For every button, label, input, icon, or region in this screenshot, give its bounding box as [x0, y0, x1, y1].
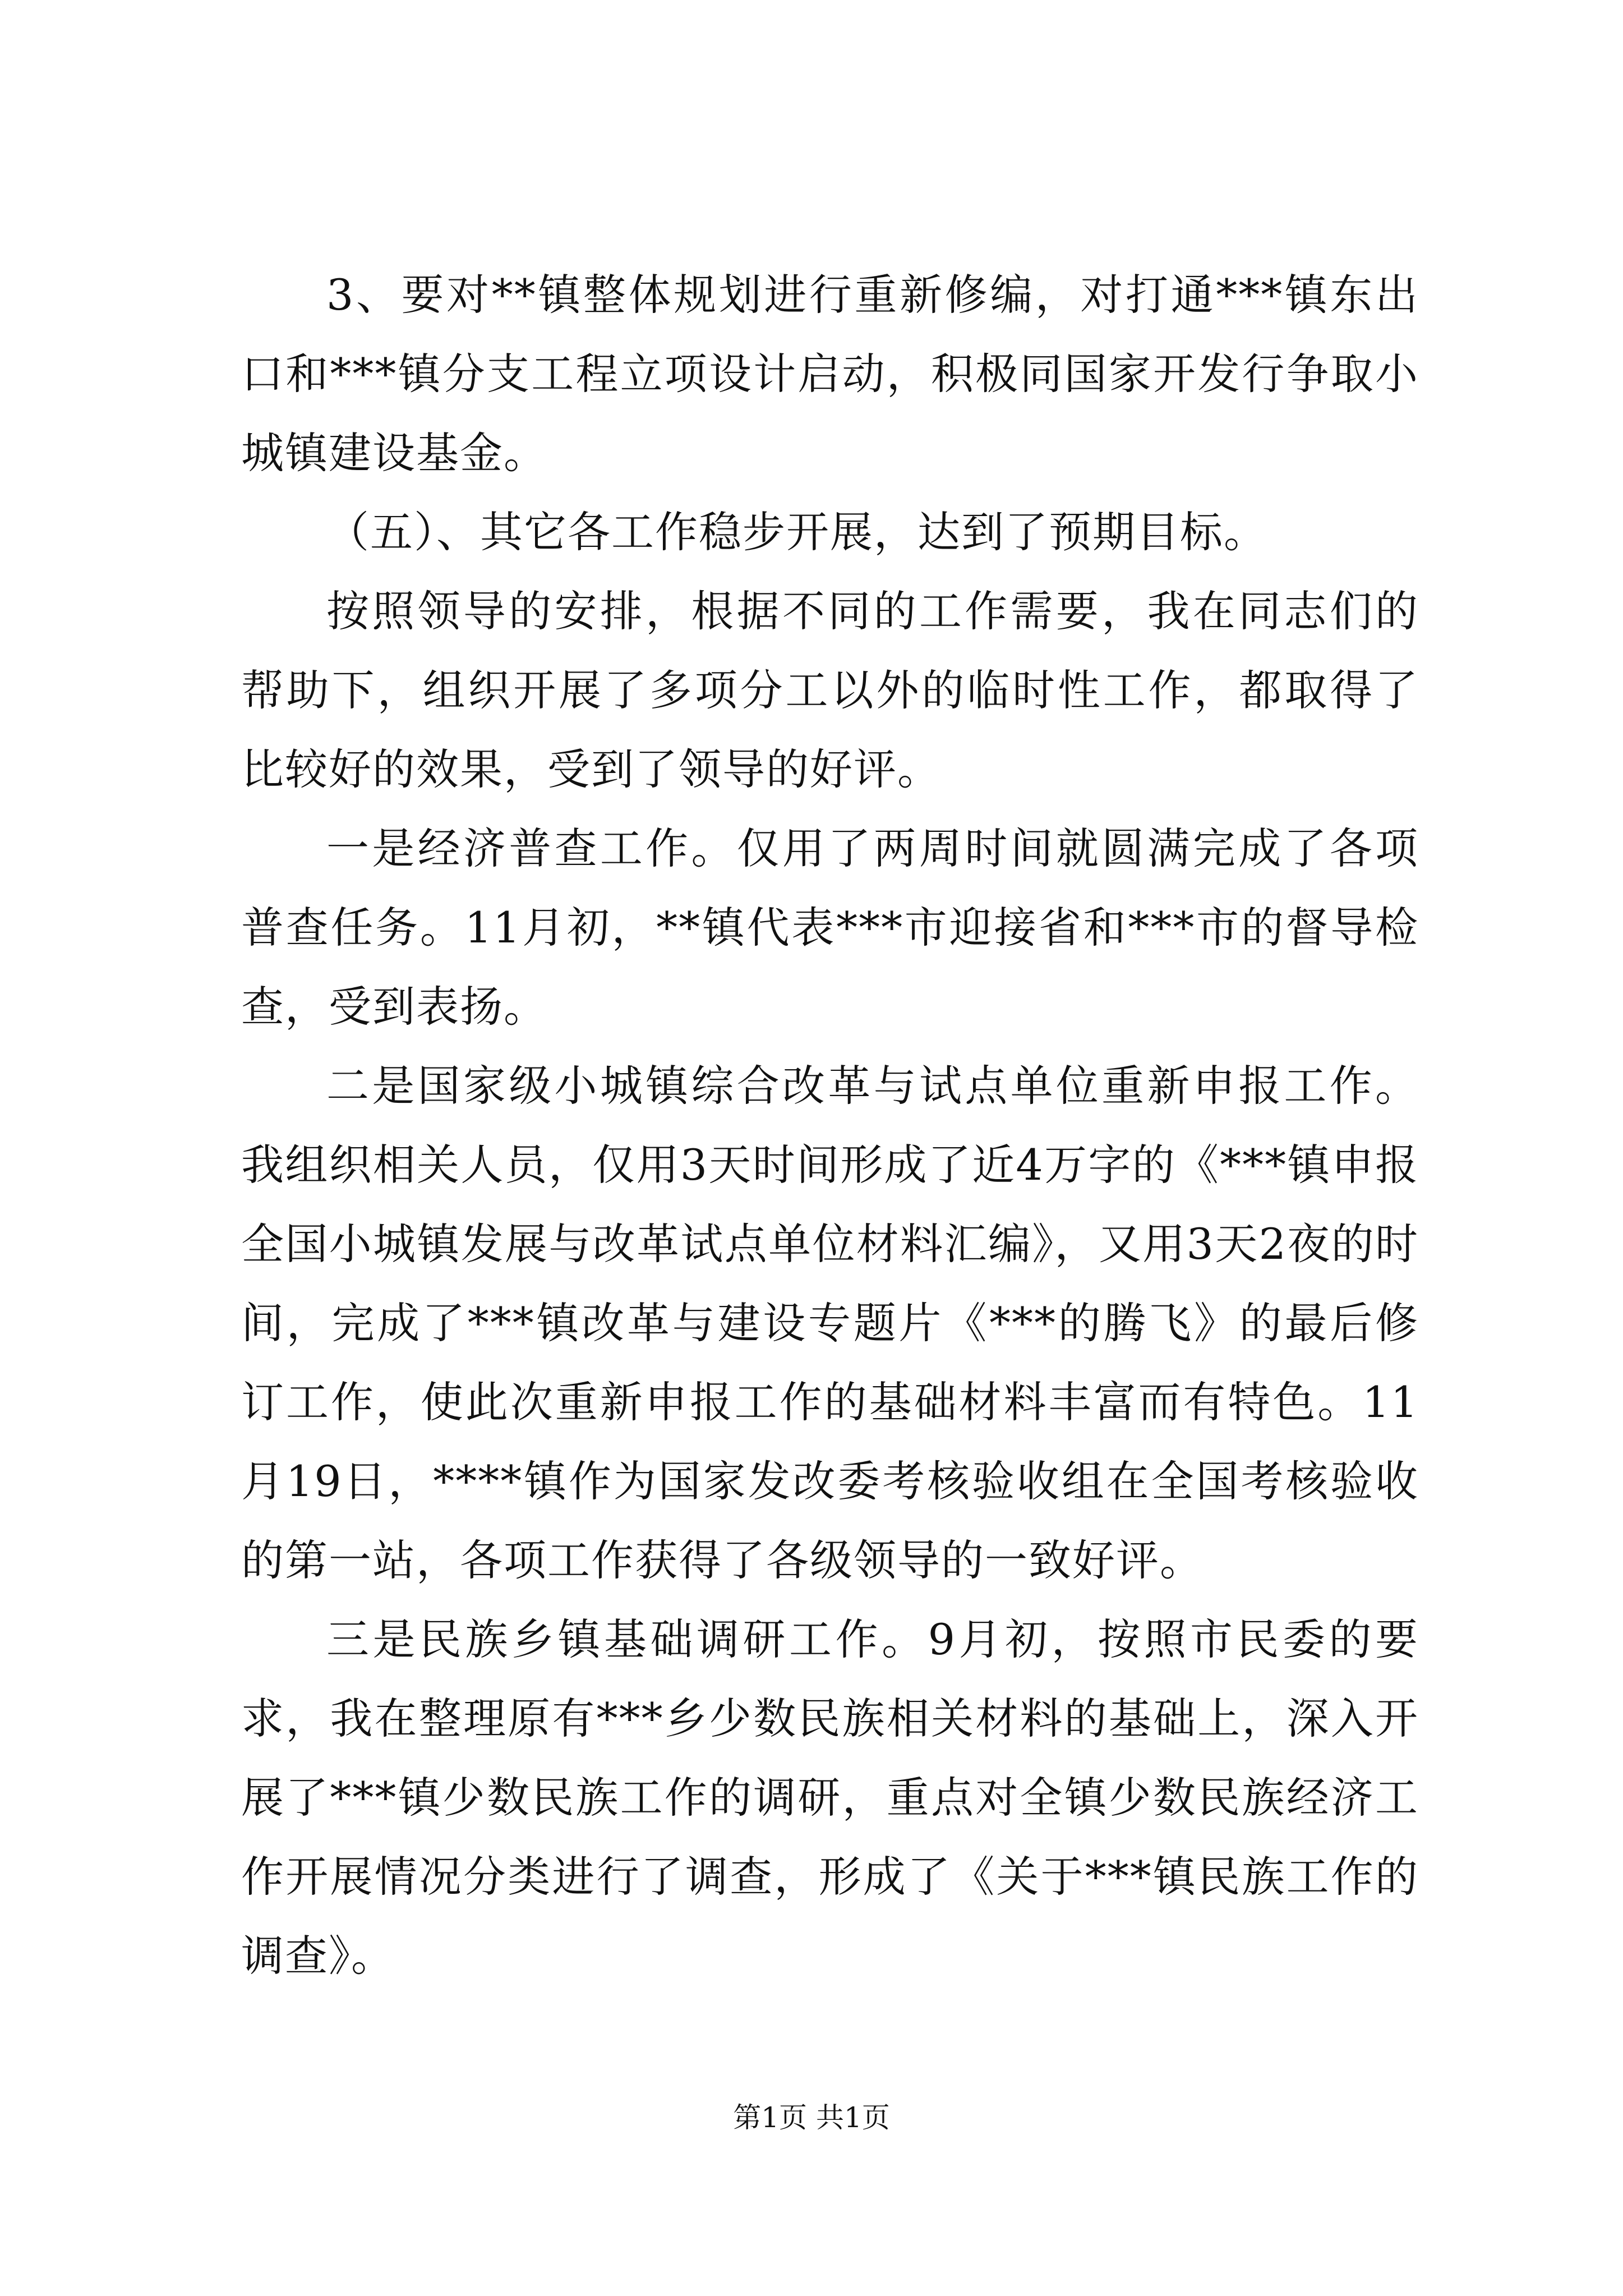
page-footer: 第1页 共1页	[733, 2101, 890, 2134]
paragraph-ethnic-research: 三是民族乡镇基础调研工作。9月初，按照市民委的要求，我在整理原有***乡少数民族相关材料的基础上，深入开展了***镇少数民族工作的调研，重点对全镇少数民族经济工作开展情况分类进行了调查，形成了《关于***镇民族工作的调查》。	[241, 1614, 1419, 1981]
paragraph-planning: 3、要对**镇整体规划进行重新修编，对打通***镇东出口和***镇分支工程立项设计启动，积极同国家开发行争取小城镇建设基金。	[241, 270, 1419, 478]
paragraph-economic-census: 一是经济普查工作。仅用了两周时间就圆满完成了各项普查任务。11月初，**镇代表***市迎接省和***市的督导检查，受到表扬。	[241, 823, 1419, 1032]
paragraph-temporary-work: 按照领导的安排，根据不同的工作需要，我在同志们的帮助下，组织开展了多项分工以外的临时性工作，都取得了比较好的效果，受到了领导的好评。	[241, 586, 1419, 794]
document-body	[241, 255, 1419, 1995]
paragraph-other-work: （五）、其它各工作稳步开展，达到了预期目标。	[326, 507, 1267, 557]
paragraph-pilot-application: 二是国家级小城镇综合改革与试点单位重新申报工作。我组织相关人员，仅用3天时间形成了近4万字的《***镇申报全国小城镇发展与改革试点单位材料汇编》，又用3天2夜的时间，完成了***镇改革与建设专题片《***的腾飞》的最后修订工作，使此次重新申报工作的基础材料丰富而有特色。11月19日，****镇作为国家发改委考核验收组在全国考核验收的第一站，各项工作获得了各级领导的一致好评。	[241, 1061, 1419, 1585]
